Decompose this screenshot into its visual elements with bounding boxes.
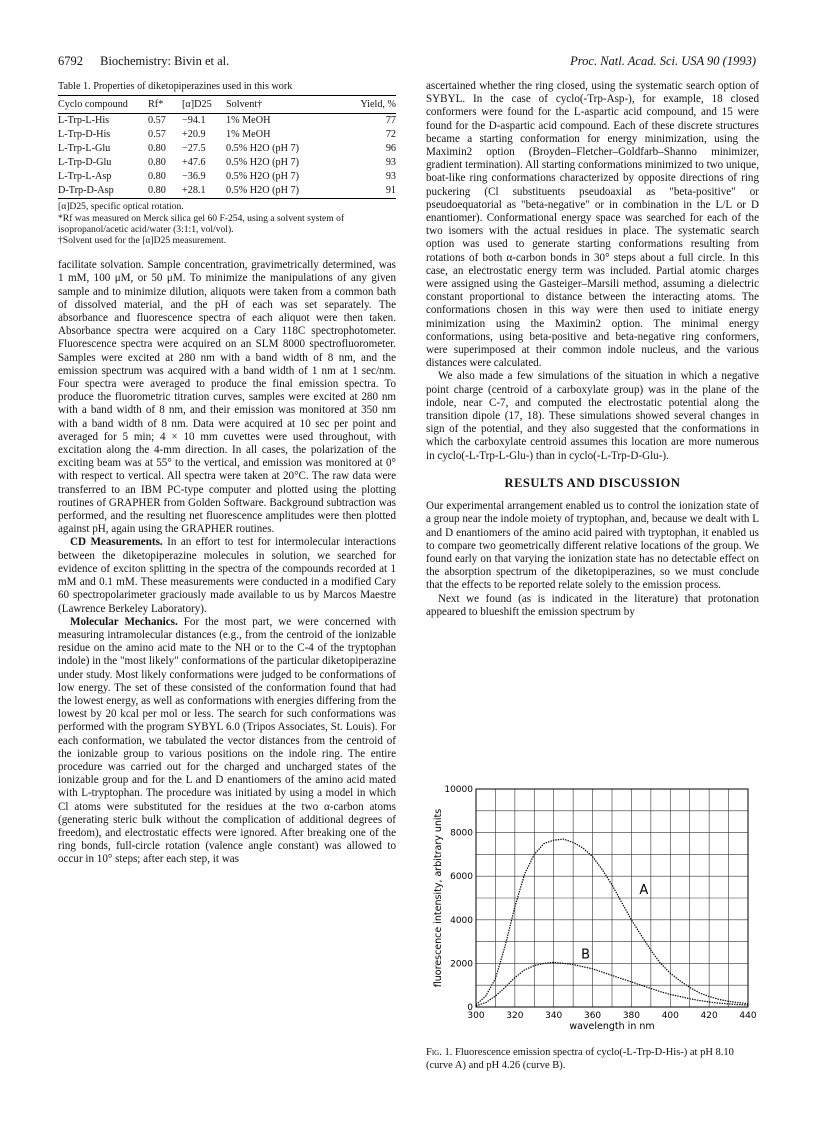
mm-text: For the most part, we were concerned with measuring intramolecular distances (e.g., from the centroid of the ionizable residue on the amino acid mate to the NH or to the C-4 of the tryptophan indole) in the "most likely" conformations of the particular diketopiperazine under study. Most likely conformations were judged to be conformations of low energy. The set of these consisted of the conformation found that had the lowest energy, as well as conformations with energies differing from the lowest by 20 kcal per mol or less. The search for such conformations was performed with the program SYBYL 6.0 (Tripos Associates, St. Louis). For each conformation, we tabulated the vector distances from the centroid of the ionizable group to various positions on the indole ring. The entire procedure was carried out for the charged and uncharged states of the ionizable group and for the L and D enantiomers of the amino acid mated with L-tryptophan. The procedure was initiated by using a model in which Cl atoms were substituted for the residues at the two α-carbon atoms (generating steric bulk without the complication of additional degrees of freedom), and electrostatic effects were ignored. After breaking one of the ring bonds, full-circle rotation (valence angle constant) was allowed to occur in 10° steps; after each step, it was bbox=[58, 615, 396, 866]
table-cell: 0.57 bbox=[148, 115, 166, 127]
section-heading-cd: CD Measurements. bbox=[70, 536, 163, 549]
table-row bbox=[58, 128, 396, 142]
table-note: *Rf was measured on Merck silica gel 60 F-254, using a solvent system of isopropanol/acetic acid/water (3:1:1, vol/vol). bbox=[58, 212, 345, 235]
left-column bbox=[58, 80, 396, 867]
chart-grid bbox=[476, 789, 748, 1007]
table-header-cell: Yield, % bbox=[344, 96, 396, 114]
table-note: [α]D25, specific optical rotation. bbox=[58, 201, 184, 213]
y-tick-label: 6000 bbox=[450, 872, 473, 883]
x-tick-label: 360 bbox=[583, 1011, 602, 1021]
section-heading-molecular-mechanics: Molecular Mechanics. bbox=[70, 615, 178, 628]
journal-citation: Proc. Natl. Acad. Sci. USA 90 (1993) bbox=[570, 54, 756, 68]
table-cell: +28.1 bbox=[182, 184, 226, 199]
table-row bbox=[58, 114, 396, 129]
x-tick-label: 300 bbox=[467, 1011, 485, 1021]
table-cell: 0.80 bbox=[148, 143, 166, 155]
x-tick-label: 320 bbox=[506, 1011, 524, 1021]
running-title: Biochemistry: Bivin et al. bbox=[100, 54, 230, 68]
table-notes bbox=[58, 201, 396, 246]
body-paragraph: We also made a few simulations of the situation in which a negative point charge (centroid of a carboxylate group) was in the plane of the indole, near C-7, and computed the electrostatic potential along the transition dipole (17, 18). These simulations showed several changes in sign of the potential, and they also suggested that the conformations in which the carboxylate centroid assumes this location are more numerous in cyclo(-L-Trp-L-Glu-) than in cyclo(-L-Trp-D-Glu-). bbox=[426, 370, 759, 462]
y-tick-label: 4000 bbox=[450, 915, 473, 926]
table-cell: 72 bbox=[385, 129, 396, 141]
y-tick-label: 0 bbox=[467, 1003, 473, 1013]
results-heading: RESULTS AND DISCUSSION bbox=[504, 475, 681, 490]
x-tick-label: 440 bbox=[739, 1011, 757, 1021]
body-paragraph: Next we found (as is indicated in the literature) that protonation appeared to blueshift the emission spectrum by bbox=[426, 592, 759, 618]
body-paragraph: ascertained whether the ring closed, using the systematic search option of SYBYL. In the case of cyclo(-Trp-Asp-), for example, 18 closed conformers were found for the L-aspartic acid compound, and 15 were found for the D-aspartic acid compound. Each of these discrete structures became a starting conformation for energy minimization, using the Maximin2 option (Broyden–Fletcher–Goldfarb–Shanno minimizer, gradient termination). All starting conformations minimized to two unique, boat-like ring conformations characterized by opposite directions of ring puckering (Cl substituents pseudoaxial as "beta-positive" or pseudoequatorial as "beta-negative" or in combination in the L/L or D enantiomer). Conformational energy space was searched for each of the two isomers with the actual residues in place. The systematic search option was used to generate starting conformations resulting from rotations of both α-carbon bonds in 30° steps about a full circle. In this case, an electrostatic energy term was included. Partial atomic charges were assigned using the Gasteiger–Marsili method, assuming a dielectric constant proportional to distance between the interacting atoms. The conformations chosen in this way were then used to initiate energy minimization using the Maximin2 option. The minimal energy conformations, using beta-positive and beta-negative ring conformers, were superimposed at their common indole nucleus, and the various distances were calculated. bbox=[426, 80, 759, 370]
x-tick-label: 380 bbox=[622, 1011, 641, 1021]
cd-text: In an effort to test for intermolecular interactions between the diketopiperazine molecules in solution, we searched for evidence of exciton splitting in the spectra of the compounds recorded at 1 mM and 0.1 mM. These measurements were conducted in a modified Cary 60 spectropolarimeter graciously made available to us by Marcos Maestre (Lawrence Berkeley Laboratory). bbox=[58, 536, 396, 615]
table-cell: L-Trp-L-Glu bbox=[58, 143, 111, 155]
page-header-left bbox=[58, 54, 229, 69]
figure-caption bbox=[426, 1047, 759, 1072]
table-header-cell: [α]D25 bbox=[182, 96, 226, 114]
page-number: 6792 bbox=[58, 54, 83, 68]
table-cell: −94.1 bbox=[182, 115, 206, 127]
table-cell: +20.9 bbox=[182, 129, 206, 141]
table-cell: 0.80 bbox=[148, 171, 166, 183]
table-cell: L-Trp-D-Glu bbox=[58, 157, 112, 169]
y-axis-label: fluorescence intensity, arbitrary units bbox=[433, 808, 444, 988]
properties-table bbox=[58, 95, 396, 199]
emission-spectra-chart bbox=[430, 785, 760, 1040]
figure-caption-text: Fluorescence emission spectra of cyclo(-L-Trp-D-His-) at pH 8.10 (curve A) and pH 4.26 (curve B). bbox=[426, 1047, 734, 1071]
table-cell: 0.57 bbox=[148, 129, 166, 141]
table-cell: 93 bbox=[385, 171, 396, 183]
body-paragraph: Our experimental arrangement enabled us to control the ionization state of a group near the indole moiety of tryptophan, and, because we dealt with L and D enantiomers of the amino acid paired with tryptophan, it enabled us to compare two geometrically different relative locations of the group. We found early on that varying the ionization state has no detectable effect on the absorption spectrum of the diketopiperazines, so we must conclude that the effects to be reported relate solely to the emission process. bbox=[426, 500, 760, 592]
series-label-A: A bbox=[639, 882, 649, 898]
table-row bbox=[58, 184, 396, 199]
table-cell: 0.5% H2O (pH 7) bbox=[226, 171, 299, 183]
table-cell: −27.5 bbox=[182, 143, 206, 155]
table-cell: 1% MeOH bbox=[226, 115, 271, 127]
x-tick-label: 420 bbox=[700, 1011, 718, 1021]
mm-paragraph bbox=[58, 616, 396, 867]
table-cell: L-Trp-L-His bbox=[58, 115, 110, 127]
table-header-cell: Cyclo compound bbox=[58, 96, 148, 114]
x-axis-label: wavelength in nm bbox=[569, 1021, 655, 1032]
table-cell: L-Trp-L-Asp bbox=[58, 171, 112, 183]
figure-1 bbox=[430, 785, 760, 1080]
methods-paragraph: facilitate solvation. Sample concentration, gravimetrically determined, was 1 mM, 100 μM, or 50 μM. To minimize the manipulations of any given sample and to minimize dilution, aliquots were taken from a common bath of dissolved material, and the pH of each was set separately. The absorbance and fluorescence spectra of each aliquot were then taken. Absorbance spectra were acquired on a Cary 118C spectrophotometer. Fluorescence spectra were acquired on an SLM 8000 spectrofluorometer. Samples were excited at 280 nm with a band width of 8 nm, and the emission spectrum was acquired with a band width of 1 nm at 1 sec/nm. Four spectra were averaged to produce the final emission spectra. To produce the fluorometric titration curves, samples were excited at 280 nm with a band width of 8 nm, and their emission was monitored at 350 nm with a band width of 8 nm. Data were acquired at 10 sec per point and averaged for 5 min; 4 × 10 mm cuvettes were used throughout, with excitation along the 4-mm direction. In all cases, the polarization of the exciting beam was at 55° to the vertical, and emission was monitored at 0° with respect to vertical. All spectra were taken at 20°C. The raw data were transferred to an IBM PC-type computer and plotted using the plotting routines of GRAPHER from Golden Software. Background subtraction was performed, and the resulting net fluorescence amplitudes were then plotted against pH, again using the GRAPHER routines. bbox=[58, 259, 396, 536]
table-header-cell: Rf* bbox=[148, 96, 182, 114]
figure-label: Fig. 1. bbox=[426, 1047, 453, 1058]
table-cell: 0.5% H2O (pH 7) bbox=[226, 184, 344, 199]
table-note: †Solvent used for the [α]D25 measurement. bbox=[58, 235, 227, 247]
table-cell: 0.80 bbox=[148, 184, 182, 199]
right-column bbox=[426, 80, 759, 619]
table-header-cell: Solvent† bbox=[226, 96, 344, 114]
table-cell: 77 bbox=[385, 115, 396, 127]
y-tick-label: 10000 bbox=[444, 785, 473, 795]
y-tick-label: 8000 bbox=[450, 828, 473, 839]
table-caption: Table 1. Properties of diketopiperazines used in this work bbox=[58, 81, 293, 92]
table-cell: L-Trp-D-His bbox=[58, 129, 111, 141]
x-tick-label: 340 bbox=[545, 1011, 563, 1021]
table-cell: −36.9 bbox=[182, 171, 206, 183]
table-row bbox=[58, 156, 396, 170]
table-cell: D-Trp-D-Asp bbox=[58, 184, 148, 199]
table-cell: 1% MeOH bbox=[226, 129, 271, 141]
table-cell: 91 bbox=[344, 184, 396, 199]
table-row bbox=[58, 142, 396, 156]
y-tick-label: 2000 bbox=[450, 959, 473, 970]
table-cell: 96 bbox=[385, 143, 396, 155]
table-cell: 0.80 bbox=[148, 157, 166, 169]
table-cell: 0.5% H2O (pH 7) bbox=[226, 143, 299, 155]
x-tick-label: 400 bbox=[661, 1011, 679, 1021]
table-header-row bbox=[58, 96, 396, 114]
table-cell: 93 bbox=[385, 157, 396, 169]
chart-labels bbox=[433, 785, 757, 1032]
table-cell: +47.6 bbox=[182, 157, 206, 169]
series-label-B: B bbox=[581, 947, 591, 963]
table-row bbox=[58, 170, 396, 184]
cd-paragraph bbox=[58, 536, 396, 615]
table-cell: 0.5% H2O (pH 7) bbox=[226, 157, 299, 169]
